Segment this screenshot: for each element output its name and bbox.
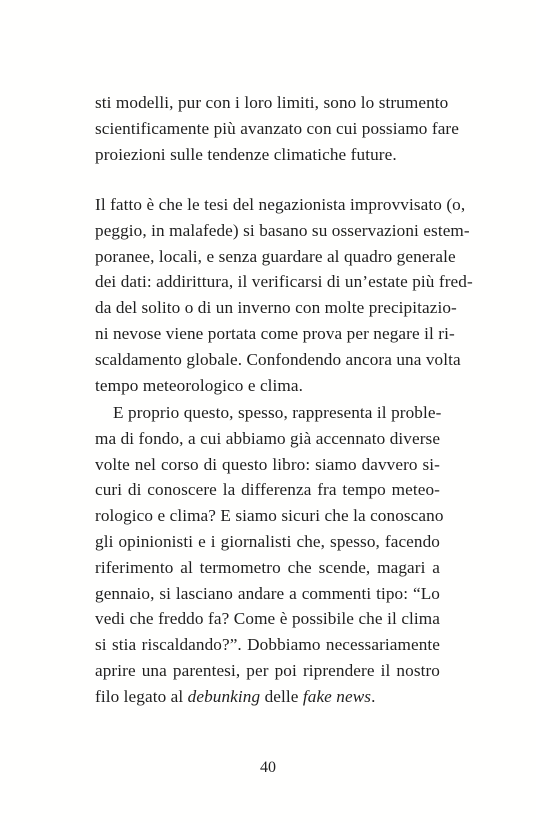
text-line: tempo meteorologico e clima. [95,375,304,395]
paragraph-2 [95,192,473,398]
text-line: gennaio, si lasciano andare a commenti tipo: “Lo [95,583,440,603]
page-number: 40 [260,759,276,776]
text-line-final [95,684,440,710]
text-line: riferimento al termometro che scende, magari a [95,557,440,577]
text-line: volte nel corso di questo libro: siamo davvero si- [95,454,440,474]
text-line: gli opinionisti e i giornalisti che, spesso, facendo [95,531,440,551]
text-line: peggio, in malafede) si basano su osservazioni estem- [95,220,470,240]
italic-term-fake-news: fake news [302,686,372,706]
text-line: vedi che freddo fa? Come è possibile che il clima [95,609,440,629]
text-line: scientificamente più avanzato con cui possiamo fare [95,118,459,138]
text-line: proiezioni sulle tendenze climatiche future. [95,144,397,164]
text-line-indented [95,400,440,426]
text-line: aprire una parentesi, per poi riprendere il nostro [95,660,440,680]
italic-term-debunking: debunking [187,686,261,706]
text-line: poranee, locali, e senza guardare al quadro generale [95,246,456,266]
paragraph-1 [95,90,459,167]
text-line: dei dati: addirittura, il verificarsi di un’estate più fred- [95,272,473,292]
text-fragment: filo legato al [95,686,188,706]
text-fragment: delle [260,686,303,706]
text-line: ma di fondo, a cui abbiamo già accennato diverse [95,428,441,448]
text-line: rologico e clima? E siamo sicuri che la conoscano [95,506,444,526]
text-line: Il fatto è che le tesi del negazionista improvvisato (o, [95,195,466,214]
text-fragment: . [371,686,376,706]
text-line: da del solito o di un inverno con molte precipitazio- [95,298,457,318]
text-line: curi di conoscere la differenza fra tempo meteo- [95,480,440,500]
text-line-content: E proprio questo, spesso, rappresenta il proble- [113,403,442,422]
paragraph-3 [95,400,444,710]
text-line: scaldamento globale. Confondendo ancora una volta [95,349,461,369]
text-line: si stia riscaldando?”. Dobbiamo necessariamente [95,635,440,655]
text-line: sti modelli, pur con i loro limiti, sono lo strumento [95,93,449,112]
text-line: ni nevose viene portata come prova per negare il ri- [95,323,455,343]
